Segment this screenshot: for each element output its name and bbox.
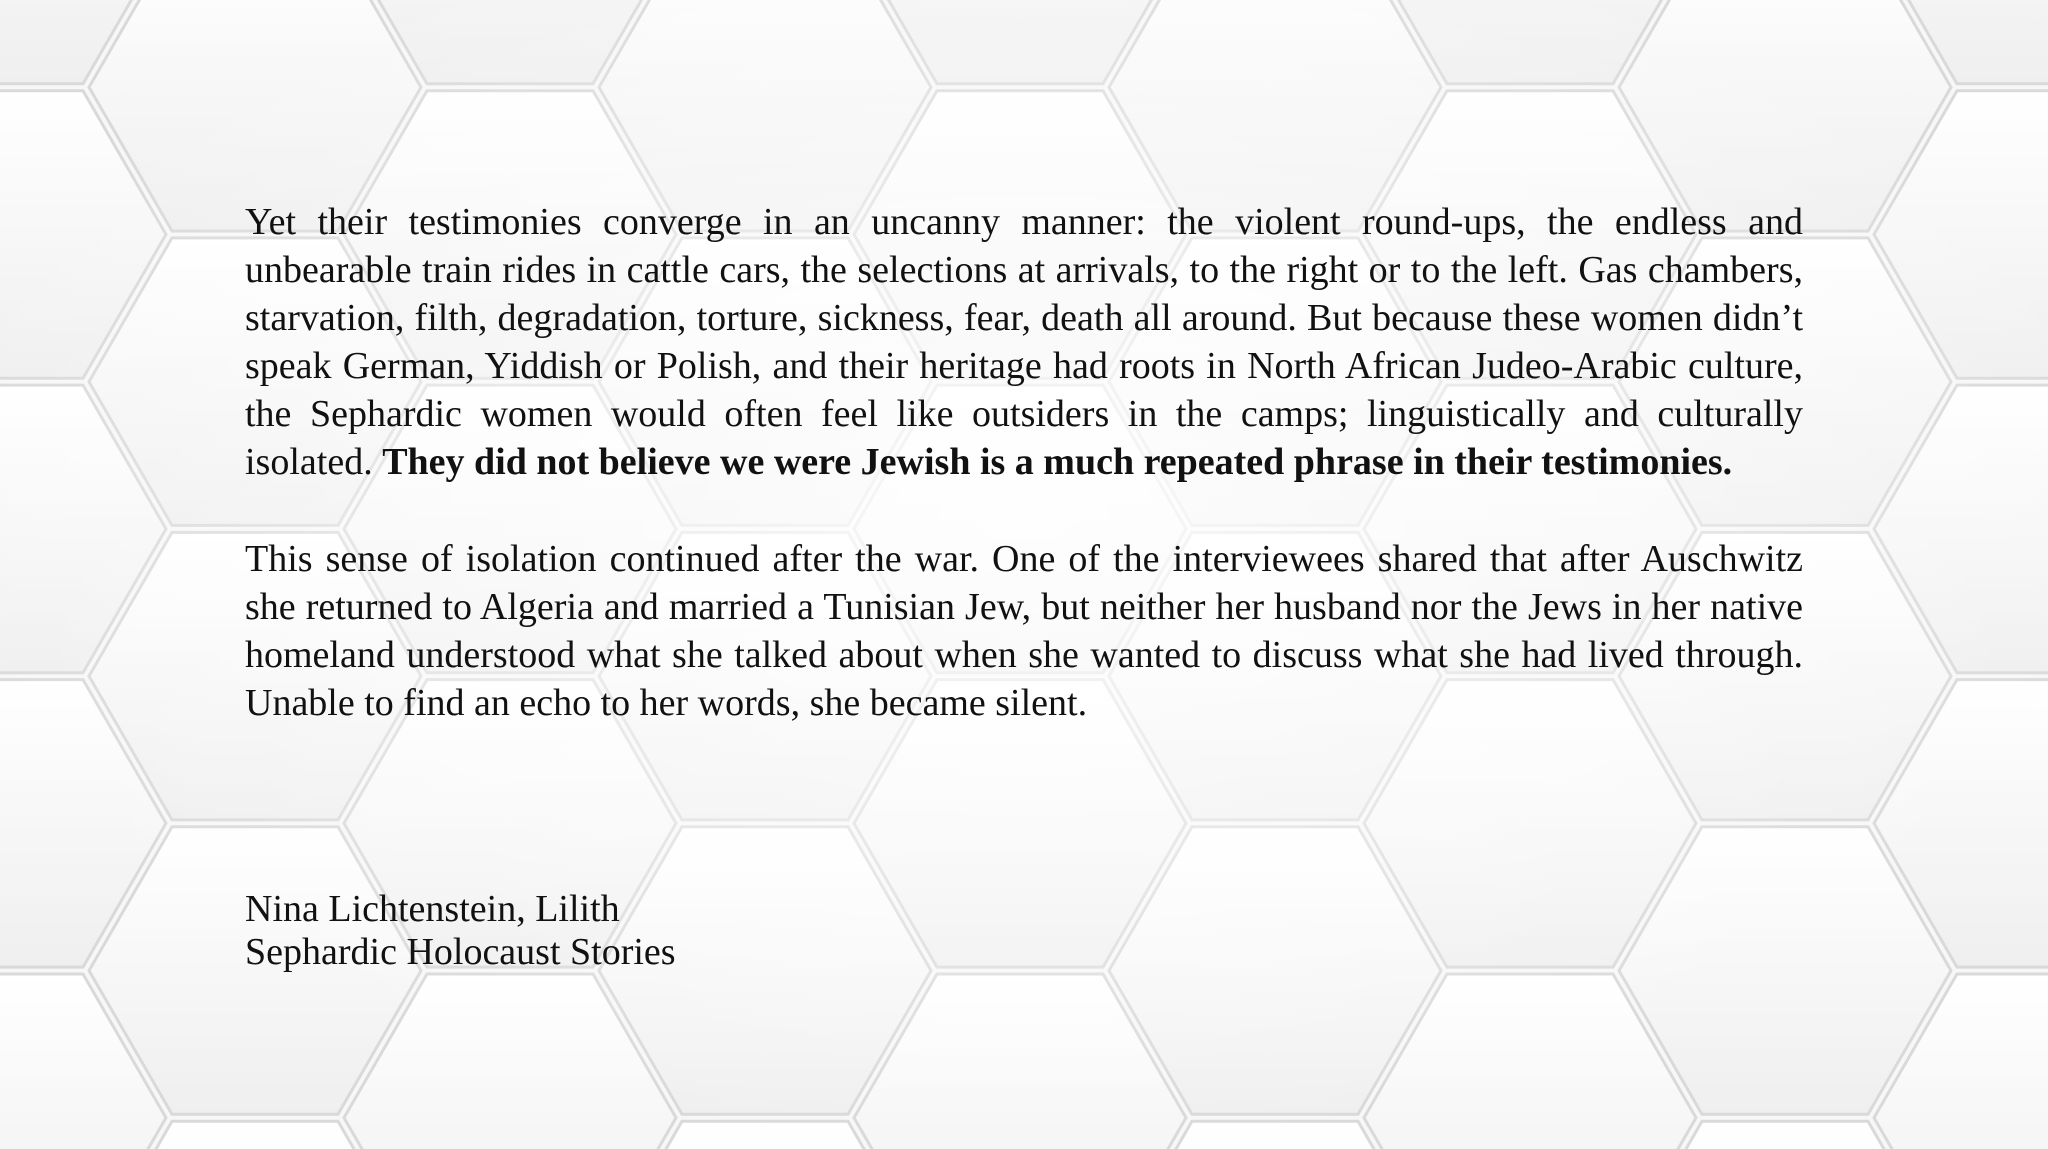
paragraph-1 [245, 198, 1803, 486]
source-line: Sephardic Holocaust Stories [245, 931, 676, 973]
author-line: Nina Lichtenstein, Lilith [245, 888, 620, 930]
attribution [245, 888, 676, 974]
quote-text [245, 198, 1803, 776]
paragraph-2: This sense of isolation continued after the war. One of the interviewees shared that after Auschwitz she returned to Algeria and married a Tunisian Jew, but neither her husband nor the Jews in her native homeland understood what she talked about when she wanted to discuss what she had lived through. Unable to find an echo to her words, she became silent. [245, 538, 1803, 724]
paragraph-1-bold: They did not believe we were Jewish is a much repeated phrase in their testimonies. [382, 441, 1733, 483]
paragraph-1-text: Yet their testimonies converge in an uncanny manner: the violent round-ups, the endless and unbearable train rides in cattle cars, the selections at arrivals, to the right or to the left. Gas chambers, starvation, filth, degradation, torture, sickness, fear, death all around. But because these women didn’t speak German, Yiddish or Polish, and their heritage had roots in North African Judeo-Arabic culture, the Sephardic women would often feel like outsiders in the camps; linguistically and culturally isolated. [245, 201, 1803, 483]
